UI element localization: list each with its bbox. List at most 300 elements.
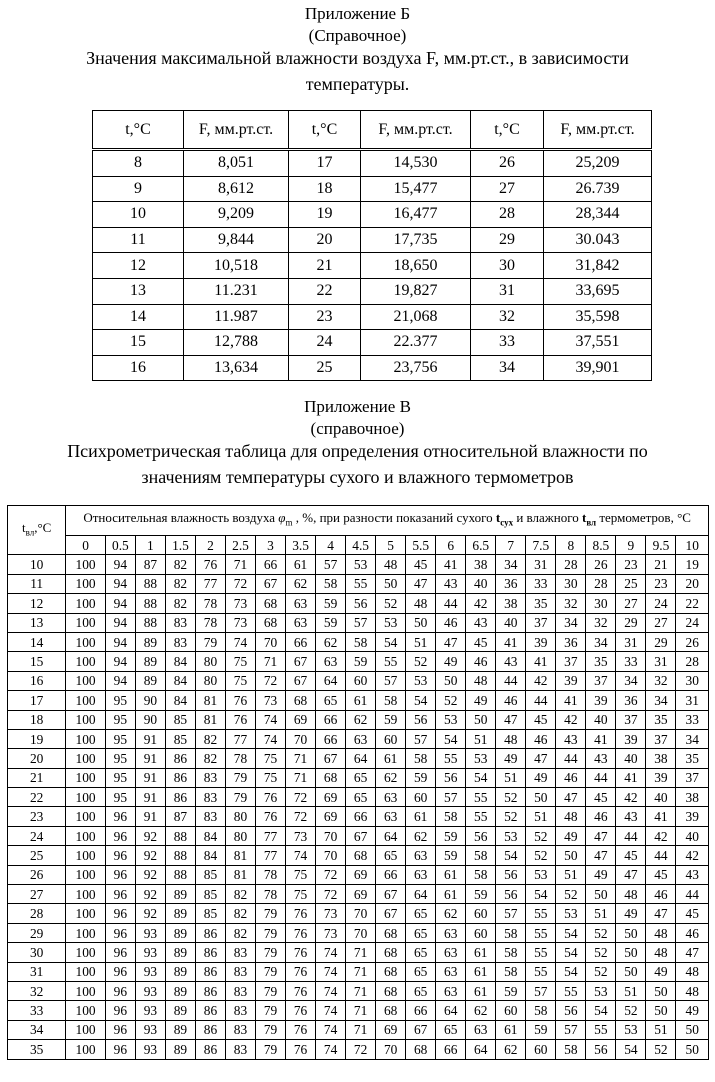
humidity-cell: 56 (556, 1001, 586, 1020)
humidity-cell: 50 (616, 962, 646, 981)
appendix-v-note: (справочное) (310, 419, 405, 438)
humidity-cell: 76 (225, 710, 255, 729)
humidity-cell: 39 (586, 691, 616, 710)
table-row (8, 574, 709, 593)
humidity-cell: 43 (676, 865, 709, 884)
humidity-cell: 28 (586, 574, 616, 593)
humidity-cell: 100 (66, 885, 106, 904)
humidity-cell: 72 (346, 1040, 376, 1059)
temperature-cell: 34 (8, 1020, 66, 1039)
table-row (8, 613, 709, 632)
humidity-cell: 69 (286, 710, 316, 729)
humidity-cell: 82 (225, 904, 255, 923)
humidity-cell: 54 (496, 846, 526, 865)
humidity-cell: 67 (376, 904, 406, 923)
humidity-cell: 34 (586, 632, 616, 651)
humidity-cell: 52 (526, 846, 556, 865)
humidity-cell: 48 (646, 943, 676, 962)
humidity-cell: 41 (436, 555, 466, 574)
humidity-cell: 65 (406, 962, 436, 981)
humidity-cell: 50 (376, 574, 406, 593)
humidity-cell: 78 (195, 594, 225, 613)
humidity-cell: 26 (586, 555, 616, 574)
humidity-cell: 56 (406, 710, 436, 729)
humidity-cell: 35 (646, 710, 676, 729)
humidity-cell: 38 (496, 594, 526, 613)
humidity-cell: 63 (406, 865, 436, 884)
humidity-cell: 96 (105, 904, 135, 923)
humidity-cell: 89 (165, 904, 195, 923)
humidity-cell: 36 (496, 574, 526, 593)
humidity-cell: 37 (586, 671, 616, 690)
table-cell: 11.987 (184, 304, 289, 330)
humidity-cell: 48 (406, 594, 436, 613)
humidity-cell: 56 (496, 865, 526, 884)
temperature-cell: 31 (8, 962, 66, 981)
appendix-b-caption-line1: Значения максимальной влажности воздуха F, мм.рт.ст., в зависимости (86, 48, 629, 68)
humidity-cell: 31 (646, 652, 676, 671)
table-row (8, 885, 709, 904)
temperature-cell: 24 (8, 826, 66, 845)
humidity-cell: 70 (376, 1040, 406, 1059)
humidity-cell: 82 (225, 923, 255, 942)
humidity-cell: 94 (105, 652, 135, 671)
humidity-cell: 79 (225, 788, 255, 807)
humidity-cell: 67 (376, 885, 406, 904)
humidity-cell: 80 (225, 807, 255, 826)
humidity-cell: 46 (526, 729, 556, 748)
humidity-cell: 59 (496, 981, 526, 1000)
humidity-cell: 84 (165, 671, 195, 690)
humidity-cell: 73 (225, 613, 255, 632)
table-row (8, 1040, 709, 1059)
table-cell: 10 (93, 202, 184, 228)
humidity-cell: 65 (406, 943, 436, 962)
table-row (8, 923, 709, 942)
humidity-cell: 75 (286, 865, 316, 884)
humidity-cell: 55 (586, 1020, 616, 1039)
table-cell: 35,598 (544, 304, 652, 330)
table-cell: 10,518 (184, 253, 289, 279)
humidity-cell: 67 (286, 652, 316, 671)
humidity-cell: 100 (66, 594, 106, 613)
psychrometric-table (7, 505, 709, 1060)
humidity-cell: 53 (376, 613, 406, 632)
humidity-cell: 89 (165, 923, 195, 942)
temperature-cell: 29 (8, 923, 66, 942)
humidity-cell: 42 (466, 594, 496, 613)
dry-label: t (495, 510, 501, 526)
humidity-cell: 58 (436, 807, 466, 826)
humidity-cell: 58 (406, 749, 436, 768)
humidity-cell: 71 (256, 652, 286, 671)
humidity-cell: 88 (165, 846, 195, 865)
humidity-cell: 41 (526, 652, 556, 671)
humidity-cell: 88 (165, 865, 195, 884)
humidity-cell: 60 (466, 923, 496, 942)
humidity-cell: 78 (195, 613, 225, 632)
humidity-cell: 62 (496, 1040, 526, 1059)
humidity-cell: 54 (526, 885, 556, 904)
humidity-cell: 43 (466, 613, 496, 632)
humidity-cell: 88 (165, 826, 195, 845)
table-row (8, 865, 709, 884)
table-cell: 8,051 (184, 150, 289, 177)
temperature-cell: 28 (8, 904, 66, 923)
humidity-cell: 100 (66, 652, 106, 671)
humidity-cell: 71 (286, 749, 316, 768)
humidity-cell: 68 (256, 594, 286, 613)
humidity-cell: 83 (195, 768, 225, 787)
diff-header-cell: 0 (66, 536, 106, 555)
table-cell: 11.231 (184, 278, 289, 304)
humidity-cell: 79 (256, 904, 286, 923)
humidity-cell: 63 (436, 943, 466, 962)
diff-header-cell: 5.5 (406, 536, 436, 555)
humidity-cell: 45 (676, 904, 709, 923)
humidity-cell: 86 (165, 768, 195, 787)
humidity-cell: 65 (406, 981, 436, 1000)
humidity-cell: 42 (526, 671, 556, 690)
humidity-cell: 100 (66, 826, 106, 845)
humidity-cell: 49 (676, 1001, 709, 1020)
humidity-cell: 51 (616, 981, 646, 1000)
humidity-cell: 69 (346, 865, 376, 884)
temperature-cell: 23 (8, 807, 66, 826)
humidity-cell: 33 (526, 574, 556, 593)
humidity-cell: 22 (676, 594, 709, 613)
humidity-cell: 50 (586, 885, 616, 904)
humidity-cell: 50 (676, 1020, 709, 1039)
diff-header-cell: 2 (195, 536, 225, 555)
table-cell: 12 (93, 253, 184, 279)
humidity-cell: 52 (436, 691, 466, 710)
temperature-cell: 33 (8, 1001, 66, 1020)
humidity-cell: 42 (556, 710, 586, 729)
humidity-cell: 95 (105, 691, 135, 710)
humidity-cell: 57 (316, 555, 346, 574)
humidity-cell: 77 (225, 729, 255, 748)
humidity-cell: 79 (256, 1040, 286, 1059)
humidity-cell: 54 (556, 962, 586, 981)
humidity-cell: 69 (376, 1020, 406, 1039)
table-row (8, 1020, 709, 1039)
humidity-cell: 71 (346, 1001, 376, 1020)
humidity-cell: 100 (66, 962, 106, 981)
humidity-cell: 96 (105, 981, 135, 1000)
humidity-cell: 58 (496, 943, 526, 962)
diff-header-cell: 1 (135, 536, 165, 555)
humidity-cell: 45 (646, 865, 676, 884)
humidity-cell: 100 (66, 768, 106, 787)
humidity-cell: 60 (406, 788, 436, 807)
humidity-cell: 52 (586, 923, 616, 942)
temperature-cell: 16 (8, 671, 66, 690)
humidity-cell: 49 (586, 865, 616, 884)
humidity-cell: 53 (556, 904, 586, 923)
humidity-cell: 55 (376, 652, 406, 671)
humidity-cell: 56 (496, 885, 526, 904)
diff-header-cell: 4 (316, 536, 346, 555)
humidity-cell: 92 (135, 865, 165, 884)
humidity-cell: 88 (135, 613, 165, 632)
humidity-cell: 39 (556, 671, 586, 690)
humidity-cell: 76 (286, 1001, 316, 1020)
humidity-cell: 82 (195, 749, 225, 768)
humidity-cell: 44 (496, 671, 526, 690)
humidity-cell: 96 (105, 885, 135, 904)
humidity-cell: 50 (616, 943, 646, 962)
table-cell: 8,612 (184, 176, 289, 202)
humidity-cell: 95 (105, 749, 135, 768)
humidity-cell: 56 (586, 1040, 616, 1059)
humidity-cell: 27 (646, 613, 676, 632)
table-cell: 25 (289, 355, 361, 381)
table-row (93, 202, 652, 228)
humidity-cell: 76 (225, 691, 255, 710)
humidity-cell: 52 (616, 1001, 646, 1020)
humidity-cell: 100 (66, 613, 106, 632)
table-row (8, 807, 709, 826)
humidity-cell: 59 (316, 594, 346, 613)
temperature-cell: 22 (8, 788, 66, 807)
humidity-cell: 35 (586, 652, 616, 671)
humidity-cell: 73 (286, 826, 316, 845)
humidity-cell: 74 (316, 1020, 346, 1039)
humidity-cell: 56 (436, 768, 466, 787)
humidity-cell: 64 (346, 749, 376, 768)
humidity-cell: 52 (406, 652, 436, 671)
humidity-cell: 76 (286, 981, 316, 1000)
humidity-cell: 31 (616, 632, 646, 651)
humidity-cell: 61 (436, 865, 466, 884)
temperature-cell: 21 (8, 768, 66, 787)
humidity-cell: 34 (496, 555, 526, 574)
appendix-b-title: Приложение Б (304, 4, 411, 23)
humidity-cell: 52 (646, 1040, 676, 1059)
humidity-cell: 48 (616, 885, 646, 904)
appendix-v-caption-line1: Психрометрическая таблица для определения относительной влажности по (67, 441, 648, 461)
humidity-cell: 96 (105, 1001, 135, 1020)
humidity-cell: 100 (66, 904, 106, 923)
humidity-cell: 30 (556, 574, 586, 593)
humidity-cell: 38 (646, 749, 676, 768)
humidity-cell: 74 (256, 729, 286, 748)
humidity-cell: 91 (135, 749, 165, 768)
humidity-cell: 83 (225, 943, 255, 962)
humidity-cell: 51 (496, 768, 526, 787)
humidity-cell: 70 (316, 846, 346, 865)
humidity-cell: 47 (676, 943, 709, 962)
humidity-cell: 78 (256, 865, 286, 884)
humidity-cell: 55 (526, 904, 556, 923)
humidity-cell: 32 (586, 613, 616, 632)
header-cell: F, мм.рт.ст. (544, 111, 652, 150)
humidity-cell: 53 (616, 1020, 646, 1039)
humidity-cell: 48 (646, 923, 676, 942)
humidity-cell: 63 (376, 788, 406, 807)
humidity-cell: 96 (105, 807, 135, 826)
table-cell: 20 (289, 227, 361, 253)
humidity-cell: 75 (286, 885, 316, 904)
humidity-cell: 50 (556, 846, 586, 865)
diff-header-cell: 9 (616, 536, 646, 555)
header-cell: F, мм.рт.ст. (361, 111, 471, 150)
table-cell: 33,695 (544, 278, 652, 304)
humidity-cell: 76 (256, 788, 286, 807)
humidity-cell: 67 (256, 574, 286, 593)
table-row (93, 176, 652, 202)
humidity-cell: 46 (436, 613, 466, 632)
humidity-cell: 52 (556, 885, 586, 904)
table-row (8, 710, 709, 729)
humidity-cell: 59 (526, 1020, 556, 1039)
humidity-cell: 89 (165, 1001, 195, 1020)
humidity-cell: 93 (135, 1020, 165, 1039)
humidity-cell: 60 (376, 729, 406, 748)
humidity-cell: 26 (676, 632, 709, 651)
table-row (93, 330, 652, 356)
humidity-cell: 81 (225, 846, 255, 865)
humidity-cell: 39 (526, 632, 556, 651)
humidity-cell: 24 (676, 613, 709, 632)
humidity-cell: 54 (556, 923, 586, 942)
table-row (8, 788, 709, 807)
humidity-cell: 100 (66, 846, 106, 865)
humidity-cell: 58 (466, 846, 496, 865)
humidity-cell: 33 (676, 710, 709, 729)
humidity-cell: 49 (526, 768, 556, 787)
table-cell: 22 (289, 278, 361, 304)
table-cell: 18,650 (361, 253, 471, 279)
humidity-cell: 68 (376, 1001, 406, 1020)
table-header-row (8, 506, 709, 536)
span-part4: термометров, °С (596, 510, 691, 526)
humidity-cell: 68 (316, 768, 346, 787)
humidity-cell: 100 (66, 710, 106, 729)
humidity-cell: 74 (286, 846, 316, 865)
table-row (8, 671, 709, 690)
humidity-cell: 70 (256, 632, 286, 651)
humidity-cell: 59 (436, 826, 466, 845)
table-cell: 23,756 (361, 355, 471, 381)
humidity-cell: 76 (256, 807, 286, 826)
humidity-cell: 55 (346, 574, 376, 593)
humidity-cell: 41 (586, 729, 616, 748)
humidity-cell: 42 (646, 826, 676, 845)
table-cell: 32 (471, 304, 544, 330)
humidity-cell: 60 (466, 904, 496, 923)
humidity-cell: 68 (376, 923, 406, 942)
humidity-cell: 45 (616, 846, 646, 865)
humidity-cell: 79 (256, 943, 286, 962)
humidity-cell: 36 (556, 632, 586, 651)
humidity-cell: 24 (646, 594, 676, 613)
table-row (8, 943, 709, 962)
humidity-cell: 63 (346, 729, 376, 748)
table-cell: 26.739 (544, 176, 652, 202)
humidity-cell: 43 (436, 574, 466, 593)
humidity-cell: 58 (376, 691, 406, 710)
humidity-cell: 28 (556, 555, 586, 574)
humidity-cell: 45 (466, 632, 496, 651)
appendix-v-caption-line2: значениям температуры сухого и влажного термометров (141, 467, 574, 487)
humidity-cell: 86 (195, 943, 225, 962)
humidity-cell: 60 (346, 671, 376, 690)
humidity-cell: 65 (346, 788, 376, 807)
humidity-cell: 55 (436, 749, 466, 768)
humidity-cell: 50 (406, 613, 436, 632)
table-cell: 13 (93, 278, 184, 304)
humidity-cell: 47 (496, 710, 526, 729)
humidity-cell: 73 (256, 691, 286, 710)
humidity-cell: 56 (346, 594, 376, 613)
humidity-cell: 100 (66, 1020, 106, 1039)
humidity-cell: 58 (346, 632, 376, 651)
humidity-cell: 54 (616, 1040, 646, 1059)
table-cell: 19 (289, 202, 361, 228)
diff-header-cell: 3 (256, 536, 286, 555)
table-header-row (93, 111, 652, 150)
humidity-cell: 93 (135, 943, 165, 962)
humidity-cell: 62 (406, 826, 436, 845)
humidity-cell: 87 (165, 807, 195, 826)
humidity-cell: 76 (286, 923, 316, 942)
humidity-cell: 51 (406, 632, 436, 651)
humidity-cell: 34 (646, 691, 676, 710)
table-row (8, 1001, 709, 1020)
humidity-cell: 93 (135, 1001, 165, 1020)
humidity-cell: 57 (406, 729, 436, 748)
humidity-cell: 53 (466, 749, 496, 768)
humidity-cell: 66 (256, 555, 286, 574)
humidity-cell: 44 (676, 885, 709, 904)
table-cell: 37,551 (544, 330, 652, 356)
table-cell: 27 (471, 176, 544, 202)
table-cell: 16,477 (361, 202, 471, 228)
phi-sub: m (285, 517, 293, 528)
table-row (8, 652, 709, 671)
humidity-cell: 69 (316, 788, 346, 807)
temperature-cell: 13 (8, 613, 66, 632)
humidity-cell: 70 (286, 729, 316, 748)
humidity-cell: 76 (286, 1020, 316, 1039)
corner-sub: вл (25, 527, 35, 538)
humidity-cell: 58 (496, 962, 526, 981)
humidity-cell: 61 (286, 555, 316, 574)
table-cell: 28 (471, 202, 544, 228)
humidity-cell: 95 (105, 710, 135, 729)
table-cell: 31,842 (544, 253, 652, 279)
humidity-cell: 47 (586, 826, 616, 845)
wet-sub: вл (586, 517, 597, 528)
humidity-cell: 68 (376, 943, 406, 962)
humidity-cell: 100 (66, 729, 106, 748)
humidity-cell: 76 (286, 962, 316, 981)
table-row (93, 304, 652, 330)
humidity-cell: 66 (346, 807, 376, 826)
diff-header-cell: 4.5 (346, 536, 376, 555)
header-cell: t,°C (289, 111, 361, 150)
humidity-cell: 47 (556, 788, 586, 807)
humidity-cell: 53 (586, 981, 616, 1000)
humidity-cell: 43 (586, 749, 616, 768)
humidity-cell: 85 (195, 904, 225, 923)
humidity-cell: 77 (256, 846, 286, 865)
humidity-cell: 81 (225, 865, 255, 884)
table-cell: 12,788 (184, 330, 289, 356)
humidity-cell: 94 (105, 671, 135, 690)
